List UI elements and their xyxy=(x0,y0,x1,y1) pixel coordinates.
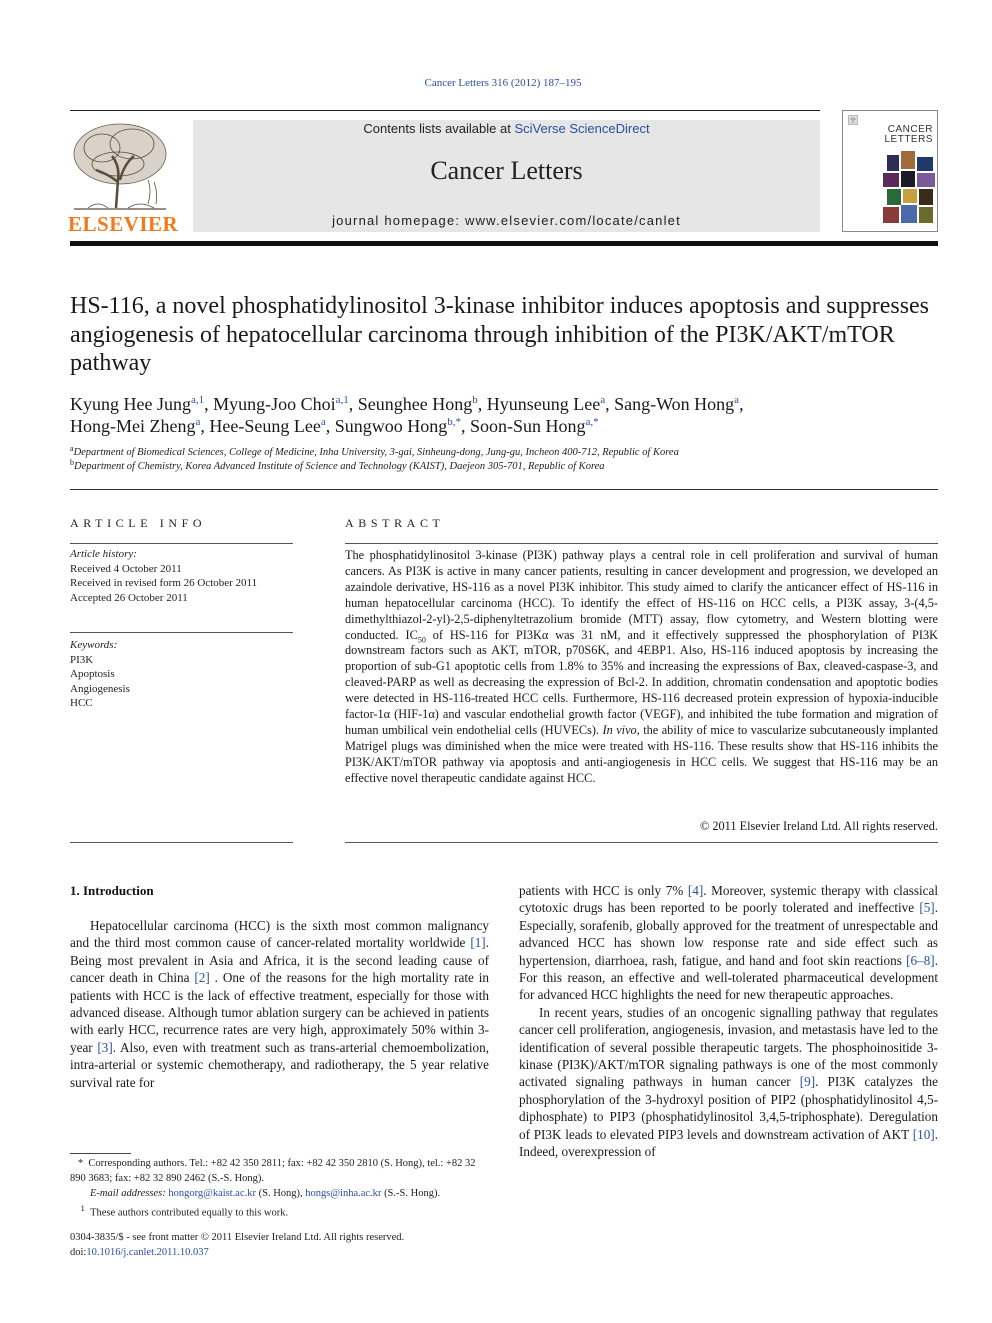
affiliation-text: Department of Chemistry, Korea Advanced Institute of Science and Technology (KAIST), Daejeon 305-701, Republic of Korea xyxy=(74,461,605,472)
reference-link[interactable]: [10] xyxy=(912,1126,935,1142)
text-run: . For this reason, an effective and well-tolerated pharmaceutical development for advanced HCC highlights the need for new therapeutic approaches. xyxy=(519,952,938,1003)
author-affil-mark[interactable]: a,1 xyxy=(335,394,349,406)
reference-link[interactable]: [4] xyxy=(687,883,704,898)
history-received: Received 4 October 2011 xyxy=(70,562,182,575)
author-affil-mark[interactable]: a,* xyxy=(585,416,599,428)
journal-homepage[interactable]: journal homepage: www.elsevier.com/locate/canlet xyxy=(332,213,681,228)
affiliation-mark: b xyxy=(70,458,74,467)
reference-link[interactable]: [6–8] xyxy=(906,952,935,968)
introduction-heading: 1. Introduction xyxy=(70,883,154,898)
keywords xyxy=(70,638,293,711)
author-affil-mark[interactable]: a xyxy=(734,394,740,406)
header-thick-rule xyxy=(70,241,938,246)
author[interactable]: Seunghee Hong xyxy=(357,394,473,414)
doi-line xyxy=(70,1245,489,1260)
history-label: Article history: xyxy=(70,548,137,560)
author[interactable]: Myung-Joo Choi xyxy=(213,394,336,414)
affiliation-rule xyxy=(70,489,938,490)
abstract-text xyxy=(345,548,938,787)
author-affil-mark[interactable]: b,* xyxy=(447,416,461,428)
author[interactable]: Hong-Mei Zheng xyxy=(70,416,196,436)
affiliation-text: Department of Biomedical Sciences, College of Medicine, Inha University, 3-gai, Sinheung-dong, Jung-gu, Incheon 400-712, Republic of Korea xyxy=(73,447,679,458)
reference-link[interactable]: [1] xyxy=(470,935,486,951)
email-owner: (S.-S. Hong). xyxy=(381,1188,441,1199)
affiliation-b xyxy=(70,458,938,472)
text-run: . One of the reasons for the high mortality rate in patients with HCC is the lack of effective treatment, especially for those with advanced disease. Although tumor ablation surgery can be achieved in patients with early HCC, recurrence rates are very high, approximately 50% within 3-year xyxy=(70,970,490,1055)
history-revised: Received in revised form 26 October 2011 xyxy=(70,577,258,589)
body-column-right xyxy=(519,882,938,1161)
journal-cover-thumbnail[interactable] xyxy=(842,110,938,232)
author-affil-mark[interactable]: a xyxy=(195,416,201,428)
contents-prefix: Contents lists available at xyxy=(363,121,515,136)
front-matter-meta xyxy=(70,1230,489,1260)
text-run: . Moreover, systemic therapy with classical cytotoxic drugs has been reported to be poorly tolerated and ineffective xyxy=(519,883,938,916)
email-label: E-mail addresses: xyxy=(90,1188,166,1199)
author-separator: , xyxy=(200,416,210,436)
doi-link[interactable]: 10.1016/j.canlet.2011.10.037 xyxy=(86,1247,209,1258)
paragraph xyxy=(70,917,489,1091)
journal-name: Cancer Letters xyxy=(430,156,583,185)
author[interactable]: Sang-Won Hong xyxy=(614,394,735,414)
keywords-label: Keywords: xyxy=(70,639,118,651)
keyword: Angiogenesis xyxy=(70,682,130,695)
keyword: Apoptosis xyxy=(70,668,115,680)
corresponding-footnote xyxy=(70,1156,489,1186)
publisher-name: ELSEVIER xyxy=(68,212,179,236)
equal-text: These authors contributed equally to this work. xyxy=(90,1207,289,1219)
article-info-bottom-rule xyxy=(70,842,293,843)
abstract-part2: of HS-116 for PI3Kα was 31 nM, and it effectively suppressed the phosphorylation of PI3K downstream factors such as AKT, mTOR, p70S6K, and 4EBP1. Also, HS-116 induced apoptosis by increasing the proportion of sub-G1 apoptotic cells from 1.8% to 35% and increasing the expressions of Bax, cleaved-caspase-3, and cleaved-PARP as well as decreasing the expression of Bcl-2. In addition, chromatin condensation and apoptotic bodies were detected in HS-116-treated HCC cells. Furthermore, HS-116 decreased protein expression of hypoxia-inducible factor-1α (HIF-1α) and vascular endothelial growth factor (VEGF), and inhibited the tube formation and migration of human umbilical vein endothelial cells (HUVECs). xyxy=(345,627,938,737)
author[interactable]: Kyung Hee Jung xyxy=(70,394,191,414)
cover-title xyxy=(849,125,933,145)
contents-availability xyxy=(193,121,820,136)
ic50-subscript: 50 xyxy=(417,634,426,644)
body-column-left xyxy=(70,917,489,1091)
email-owner: (S. Hong), xyxy=(255,1188,306,1199)
author[interactable]: Soon-Sun Hong xyxy=(469,416,586,436)
author-separator: , xyxy=(460,416,470,436)
abstract-part1: The phosphatidylinositol 3-kinase (PI3K) pathway plays a central role in cell proliferation and survival of human cancers. As PI3K is active in many cancer patients, resulting in cancer development and progression, we developed an azaindole derivative, HS-116 as a novel PI3K inhibitor. This study aimed to clarify the anticancer effect of HS-116 in human hepatocellular carcinoma (HCC). To identify the effect of HS-116 on HCC cells, a PI3K assay, 3-(4,5-dimethylthiazol-2-yl)-2,5-diphenyltetrazolium bromide (MTT) assay, flow cytometry, and Western blotting were conducted. IC xyxy=(345,548,938,642)
reference-link[interactable]: [5] xyxy=(919,900,935,916)
corresponding-text: Corresponding authors. Tel.: +82 42 350 2811; fax: +82 42 350 2810 (S. Hong), tel.: +82 32 890 3683; fax: +82 32 890 2462 (S.-S. Hong). xyxy=(70,1158,476,1184)
email-link[interactable]: hongs@inha.ac.kr xyxy=(305,1188,382,1199)
paragraph xyxy=(519,882,938,1004)
email-link[interactable]: hongorg@kaist.ac.kr xyxy=(168,1188,256,1199)
footnotes xyxy=(70,1156,489,1221)
abstract-bottom-rule xyxy=(345,842,938,843)
doi-label: doi: xyxy=(70,1247,87,1258)
reference-link[interactable]: [9] xyxy=(799,1074,816,1090)
reference-link[interactable]: [2] xyxy=(194,970,210,986)
author[interactable]: Hee-Seung Lee xyxy=(209,416,321,436)
keyword: HCC xyxy=(70,697,93,709)
article-info-heading: ARTICLE INFO xyxy=(70,516,207,530)
equal-contribution-footnote xyxy=(70,1201,489,1221)
email-footnote xyxy=(70,1186,489,1201)
journal-citation[interactable]: Cancer Letters 316 (2012) 187–195 xyxy=(424,77,582,89)
author[interactable]: Hyunseung Lee xyxy=(486,394,601,414)
text-run: . Indeed, overexpression of xyxy=(519,1126,938,1160)
article-history xyxy=(70,547,293,605)
abstract-part3: , the ability of mice to vascularize subcutaneously implanted Matrigel plugs was diminished when the mice were treated with HS-116. These results show that HS-116 inhibits the PI3K/AKT/mTOR pathway via apoptosis and anti-angiogenesis in HCC cells. We suggest that HS-116 may be an effective novel therapeutic candidate against HCC. xyxy=(345,722,938,785)
tree-icon xyxy=(68,120,172,212)
affiliation-a xyxy=(70,444,938,458)
history-accepted: Accepted 26 October 2011 xyxy=(70,591,188,604)
header-top-rule xyxy=(70,110,820,111)
author-affil-mark[interactable]: a xyxy=(320,416,326,428)
text-run: In recent years, studies of an oncogenic signalling pathway that regulates cancer cell proliferation, angiogenesis, invasion, and metastasis have led to the identification of several possible therapeutic targets. The phosphoinositide 3-kinase (PI3K)/AKT/mTOR signaling pathways is one of the most commonly activated signaling pathways in human cancer xyxy=(519,1004,938,1090)
author-separator: , xyxy=(348,394,358,414)
author-list xyxy=(70,393,938,437)
keywords-rule xyxy=(70,632,293,633)
text-run: Hepatocellular carcinoma (HCC) is the sixth most common malignancy and the third most common cause of cancer-related mortality worldwide xyxy=(70,918,489,951)
author-separator: , xyxy=(477,394,487,414)
footnote-rule xyxy=(70,1153,131,1154)
sciencedirect-link[interactable]: SciVerse ScienceDirect xyxy=(514,121,650,136)
author-separator: , xyxy=(204,394,214,414)
author-separator: , xyxy=(325,416,335,436)
issn-line: 0304-3835/$ - see front matter © 2011 Elsevier Ireland Ltd. All rights reserved. xyxy=(70,1232,405,1243)
footnote-mark: 1 xyxy=(80,1203,85,1213)
text-run: . Also, even with treatment such as trans-arterial chemoembolization, intra-arterial or systemic chemotherapy, and radiotherapy, the 5 year relative survival rate for xyxy=(70,1039,489,1090)
paragraph xyxy=(519,1004,938,1161)
keyword: PI3K xyxy=(70,653,94,666)
abstract-heading: ABSTRACT xyxy=(345,516,445,530)
author-affil-mark[interactable]: a,1 xyxy=(190,394,205,406)
text-run: patients with HCC is only 7% xyxy=(519,883,688,898)
article-title: HS-116, a novel phosphatidylinositol 3-kinase inhibitor induces apoptosis and suppresses angiogenesis of hepatocellular carcinoma through inhibition of the PI3K/AKT/mTOR pathway xyxy=(70,293,930,376)
text-run: . Especially, sorafenib, globally approved for the treatment of unrespectable and advanced HCC has shown low response rate and side effect such as hypertension, diarrhoea, rash, fatigue, and hand and foot skin reactions xyxy=(519,900,938,968)
abstract-copyright: © 2011 Elsevier Ireland Ltd. All rights reserved. xyxy=(699,819,938,833)
text-run: . Being most prevalent in Asia and Africa, it is the second leading cause of cancer death in China xyxy=(70,935,489,986)
affiliation-mark: a xyxy=(70,444,74,453)
author-affil-mark[interactable]: b xyxy=(472,394,478,406)
article-info-rule xyxy=(70,543,293,544)
cover-title-line1: CANCER xyxy=(887,124,933,135)
author-separator: , xyxy=(739,394,744,414)
author-affil-mark[interactable]: a xyxy=(600,394,606,406)
reference-link[interactable]: [3] xyxy=(97,1039,113,1055)
elsevier-mini-icon xyxy=(848,115,858,125)
abstract-in-vivo: In vivo xyxy=(602,722,637,737)
abstract-rule xyxy=(345,543,938,544)
cover-title-line2: LETTERS xyxy=(884,134,933,145)
author-separator: , xyxy=(605,394,615,414)
author[interactable]: Sungwoo Hong xyxy=(334,416,448,436)
text-run: . PI3K catalyzes the phosphorylation of the 3-hydroxyl position of PIP2 (phosphatidylinositol 4,5-diphosphate) to PIP3 (phosphatidylinositol 3,4,5-triphosphate). Deregulation of PI3K leads to elevated PIP3 levels and downstream activation of AKT xyxy=(519,1074,938,1142)
footnote-mark: * xyxy=(77,1158,84,1169)
cover-image-mosaic xyxy=(883,151,935,227)
